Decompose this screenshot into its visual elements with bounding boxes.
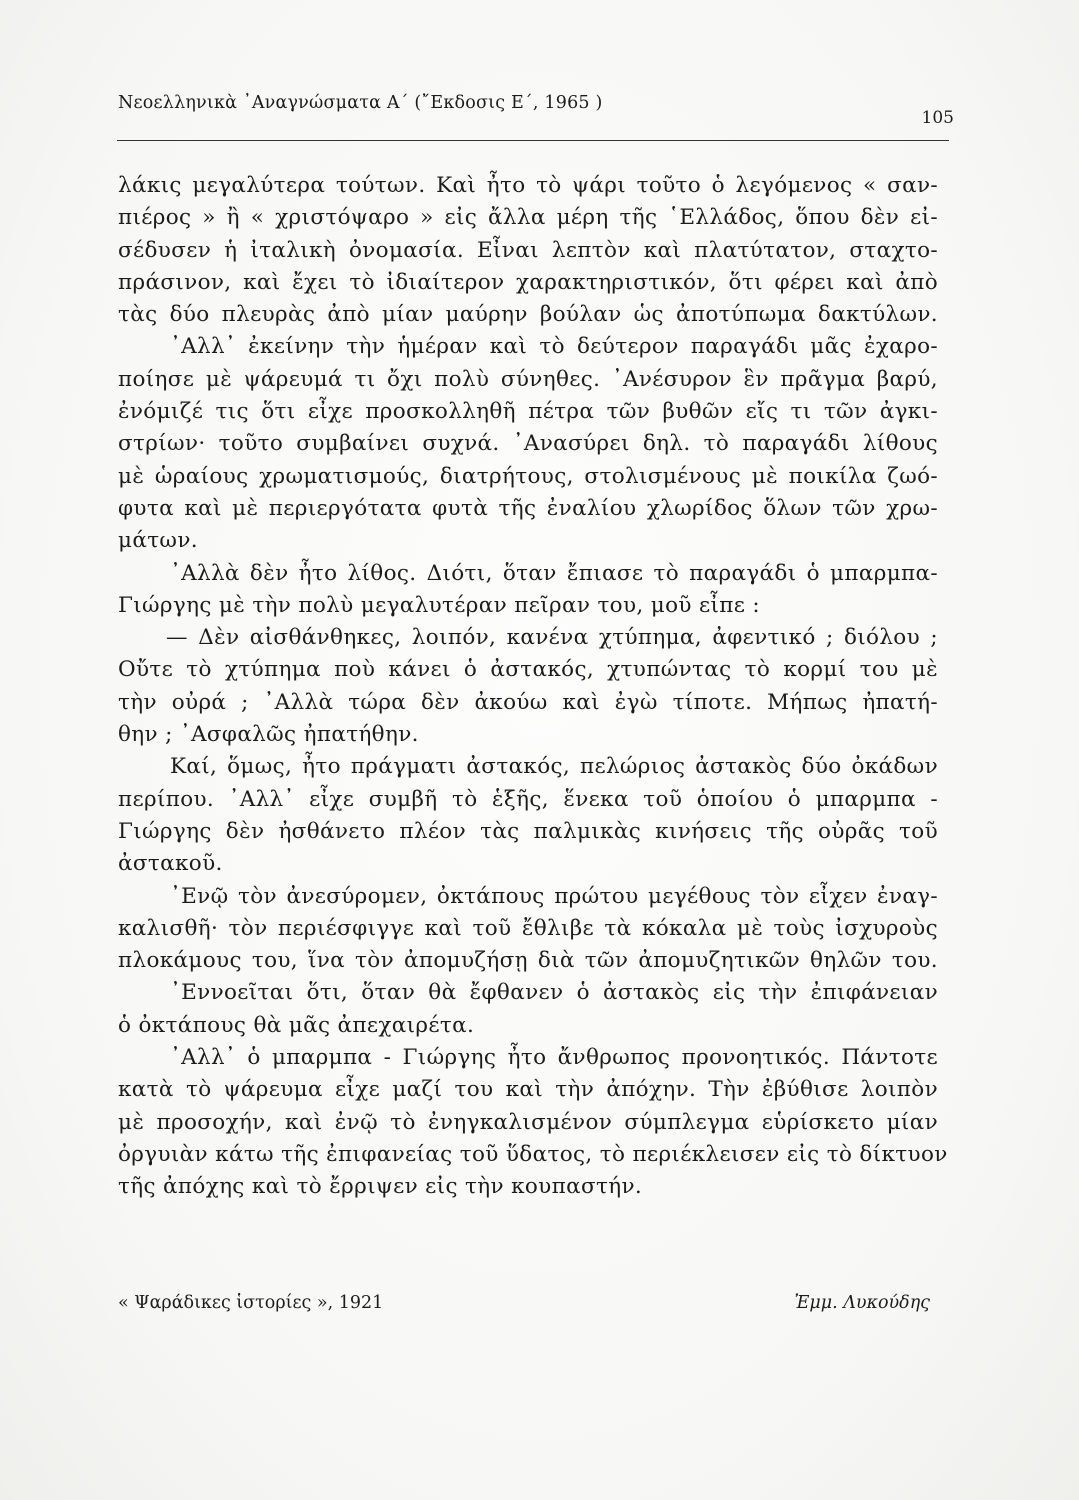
text-line: φυτα καὶ μὲ περιεργότατα φυτὰ τῆς ἐναλίου χλωρίδος ὅλων τῶν χρω- [118,495,938,521]
text-line: τὰς δύο πλευρὰς ἀπὸ μίαν μαύρην βούλαν ὡς ἀποτύπωμα δακτύλων. [118,302,938,328]
author-name: Ἐμμ. Λυκούδης [794,1293,930,1313]
text-line: θην ; ᾿Ασφαλῶς ἠπατήθην. [118,722,419,748]
text-line: ᾿Εννοεῖται ὅτι, ὅταν θὰ ἔφθανεν ὁ ἀστακὸς εἰς τὴν ἐπιφάνειαν [170,980,938,1006]
text-line: ὁ ὀκτάπους θὰ μᾶς ἀπεχαιρέτα. [118,1012,475,1038]
text-line: περίπου. ᾿Αλλ᾿ εἶχε συμβῆ τὸ ἑξῆς, ἕνεκα τοῦ ὁποίου ὁ μπαρμπα - [118,786,938,812]
text-line: ᾿Αλλ᾿ ἐκείνην τὴν ἡμέραν καὶ τὸ δεύτερον παραγάδι μᾶς ἐχαρο- [170,334,938,360]
running-head: Νεοελληνικὰ ᾿Αναγνώσματα Α΄ (῎Εκδοσις Ε΄, 1965 ) [118,93,603,113]
text-line: ᾿Ενῷ τὸν ἀνεσύρομεν, ὀκτάπους πρώτου μεγέθους τὸν εἶχεν ἐναγ- [170,883,938,909]
text-line: τῆς ἀπόχης καὶ τὸ ἔρριψεν εἰς τὴν κουπαστήν. [118,1174,643,1200]
text-line: καλισθῆ· τὸν περιέσφιγγε καὶ τοῦ ἔθλιβε τὰ κόκαλα μὲ τοὺς ἰσχυροὺς [118,915,938,941]
text-line: μὲ προσοχήν, καὶ ἐνῷ τὸ ἐνηγκαλισμένον σύμπλεγμα εὑρίσκετο μίαν [118,1109,938,1135]
text-line: Γιώργης μὲ τὴν πολὺ μεγαλυτέραν πεῖραν του, μοῦ εἶπε : [118,592,761,618]
text-line: ἀστακοῦ. [118,851,223,877]
source-citation: « Ψαράδικες ἱστορίες », 1921 [118,1293,384,1313]
text-line: ἐνόμιζέ τις ὅτι εἶχε προσκολληθῆ πέτρα τῶν βυθῶν εἴς τι τῶν ἀγκι- [118,399,938,425]
text-line: Οὔτε τὸ χτύπημα ποὺ κάνει ὁ ἀστακός, χτυπώντας τὸ κορμί του μὲ [118,657,938,683]
text-line: λάκις μεγαλύτερα τούτων. Καὶ ἦτο τὸ ψάρι τοῦτο ὁ λεγόμενος « σαν- [118,173,938,198]
text-line: πράσινον, καὶ ἔχει τὸ ἰδιαίτερον χαρακτηριστικόν, ὅτι φέρει καὶ ἀπὸ [118,269,938,295]
text-line: ᾿Αλλ᾿ ὁ μπαρμπα - Γιώργης ἦτο ἄνθρωπος προνοητικός. Πάντοτε [170,1045,938,1071]
text-line: στρίων· τοῦτο συμβαίνει συχνά. ᾿Ανασύρει δηλ. τὸ παραγάδι λίθους [118,431,938,457]
header-rule [117,140,949,141]
text-line: μάτων. [118,528,198,554]
text-line: Γιώργης δὲν ἠσθάνετο πλέον τὰς παλμικὰς κινήσεις τῆς οὐρᾶς τοῦ [118,818,938,844]
text-line: πλοκάμους του, ἵνα τὸν ἀπομυζήσῃ διὰ τῶν ἀπομυζητικῶν θηλῶν του. [118,948,938,974]
text-line: κατὰ τὸ ψάρευμα εἶχε μαζί του καὶ τὴν ἀπόχην. Τὴν ἐβύθισε λοιπὸν [118,1077,938,1103]
text-line: ᾿Αλλὰ δὲν ἦτο λίθος. Διότι, ὅταν ἔπιασε τὸ παραγάδι ὁ μπαρμπα- [170,560,938,586]
text-line: — Δὲν αἰσθάνθηκες, λοιπόν, κανένα χτύπημα, ἀφεντικό ; διόλου ; [166,625,938,651]
footer [118,1293,930,1313]
text-line: τὴν οὐρά ; ᾿Αλλὰ τώρα δὲν ἀκούω καὶ ἐγὼ τίποτε. Μήπως ἠπατή- [118,689,938,715]
text-line: μὲ ὡραίους χρωματισμούς, διατρήτους, στολισμένους μὲ ποικίλα ζωό- [118,463,938,489]
body-text [118,170,948,1204]
text-line: πιέρος » ἢ « χριστόψαρο » εἰς ἄλλα μέρη τῆς ῾Ελλάδος, ὅπου δὲν εἰ- [118,205,938,231]
text-line: σέδυσεν ἡ ἰταλικὴ ὀνομασία. Εἶναι λεπτὸν καὶ πλατύτατον, σταχτο- [118,237,938,263]
page-number: 105 [921,108,954,128]
text-line: ὀργυιὰν κάτω τῆς ἐπιφανείας τοῦ ὕδατος, τὸ περιέκλεισεν εἰς τὸ δίκτυον [118,1141,948,1167]
text-line: ποίησε μὲ ψάρευμά τι ὄχι πολὺ σύνηθες. ᾿Ανέσυρον ἓν πρᾶγμα βαρύ, [118,366,938,392]
text-line: Καί, ὅμως, ἦτο πράγματι ἀστακός, πελώριος ἀστακὸς δύο ὀκάδων [170,754,938,780]
